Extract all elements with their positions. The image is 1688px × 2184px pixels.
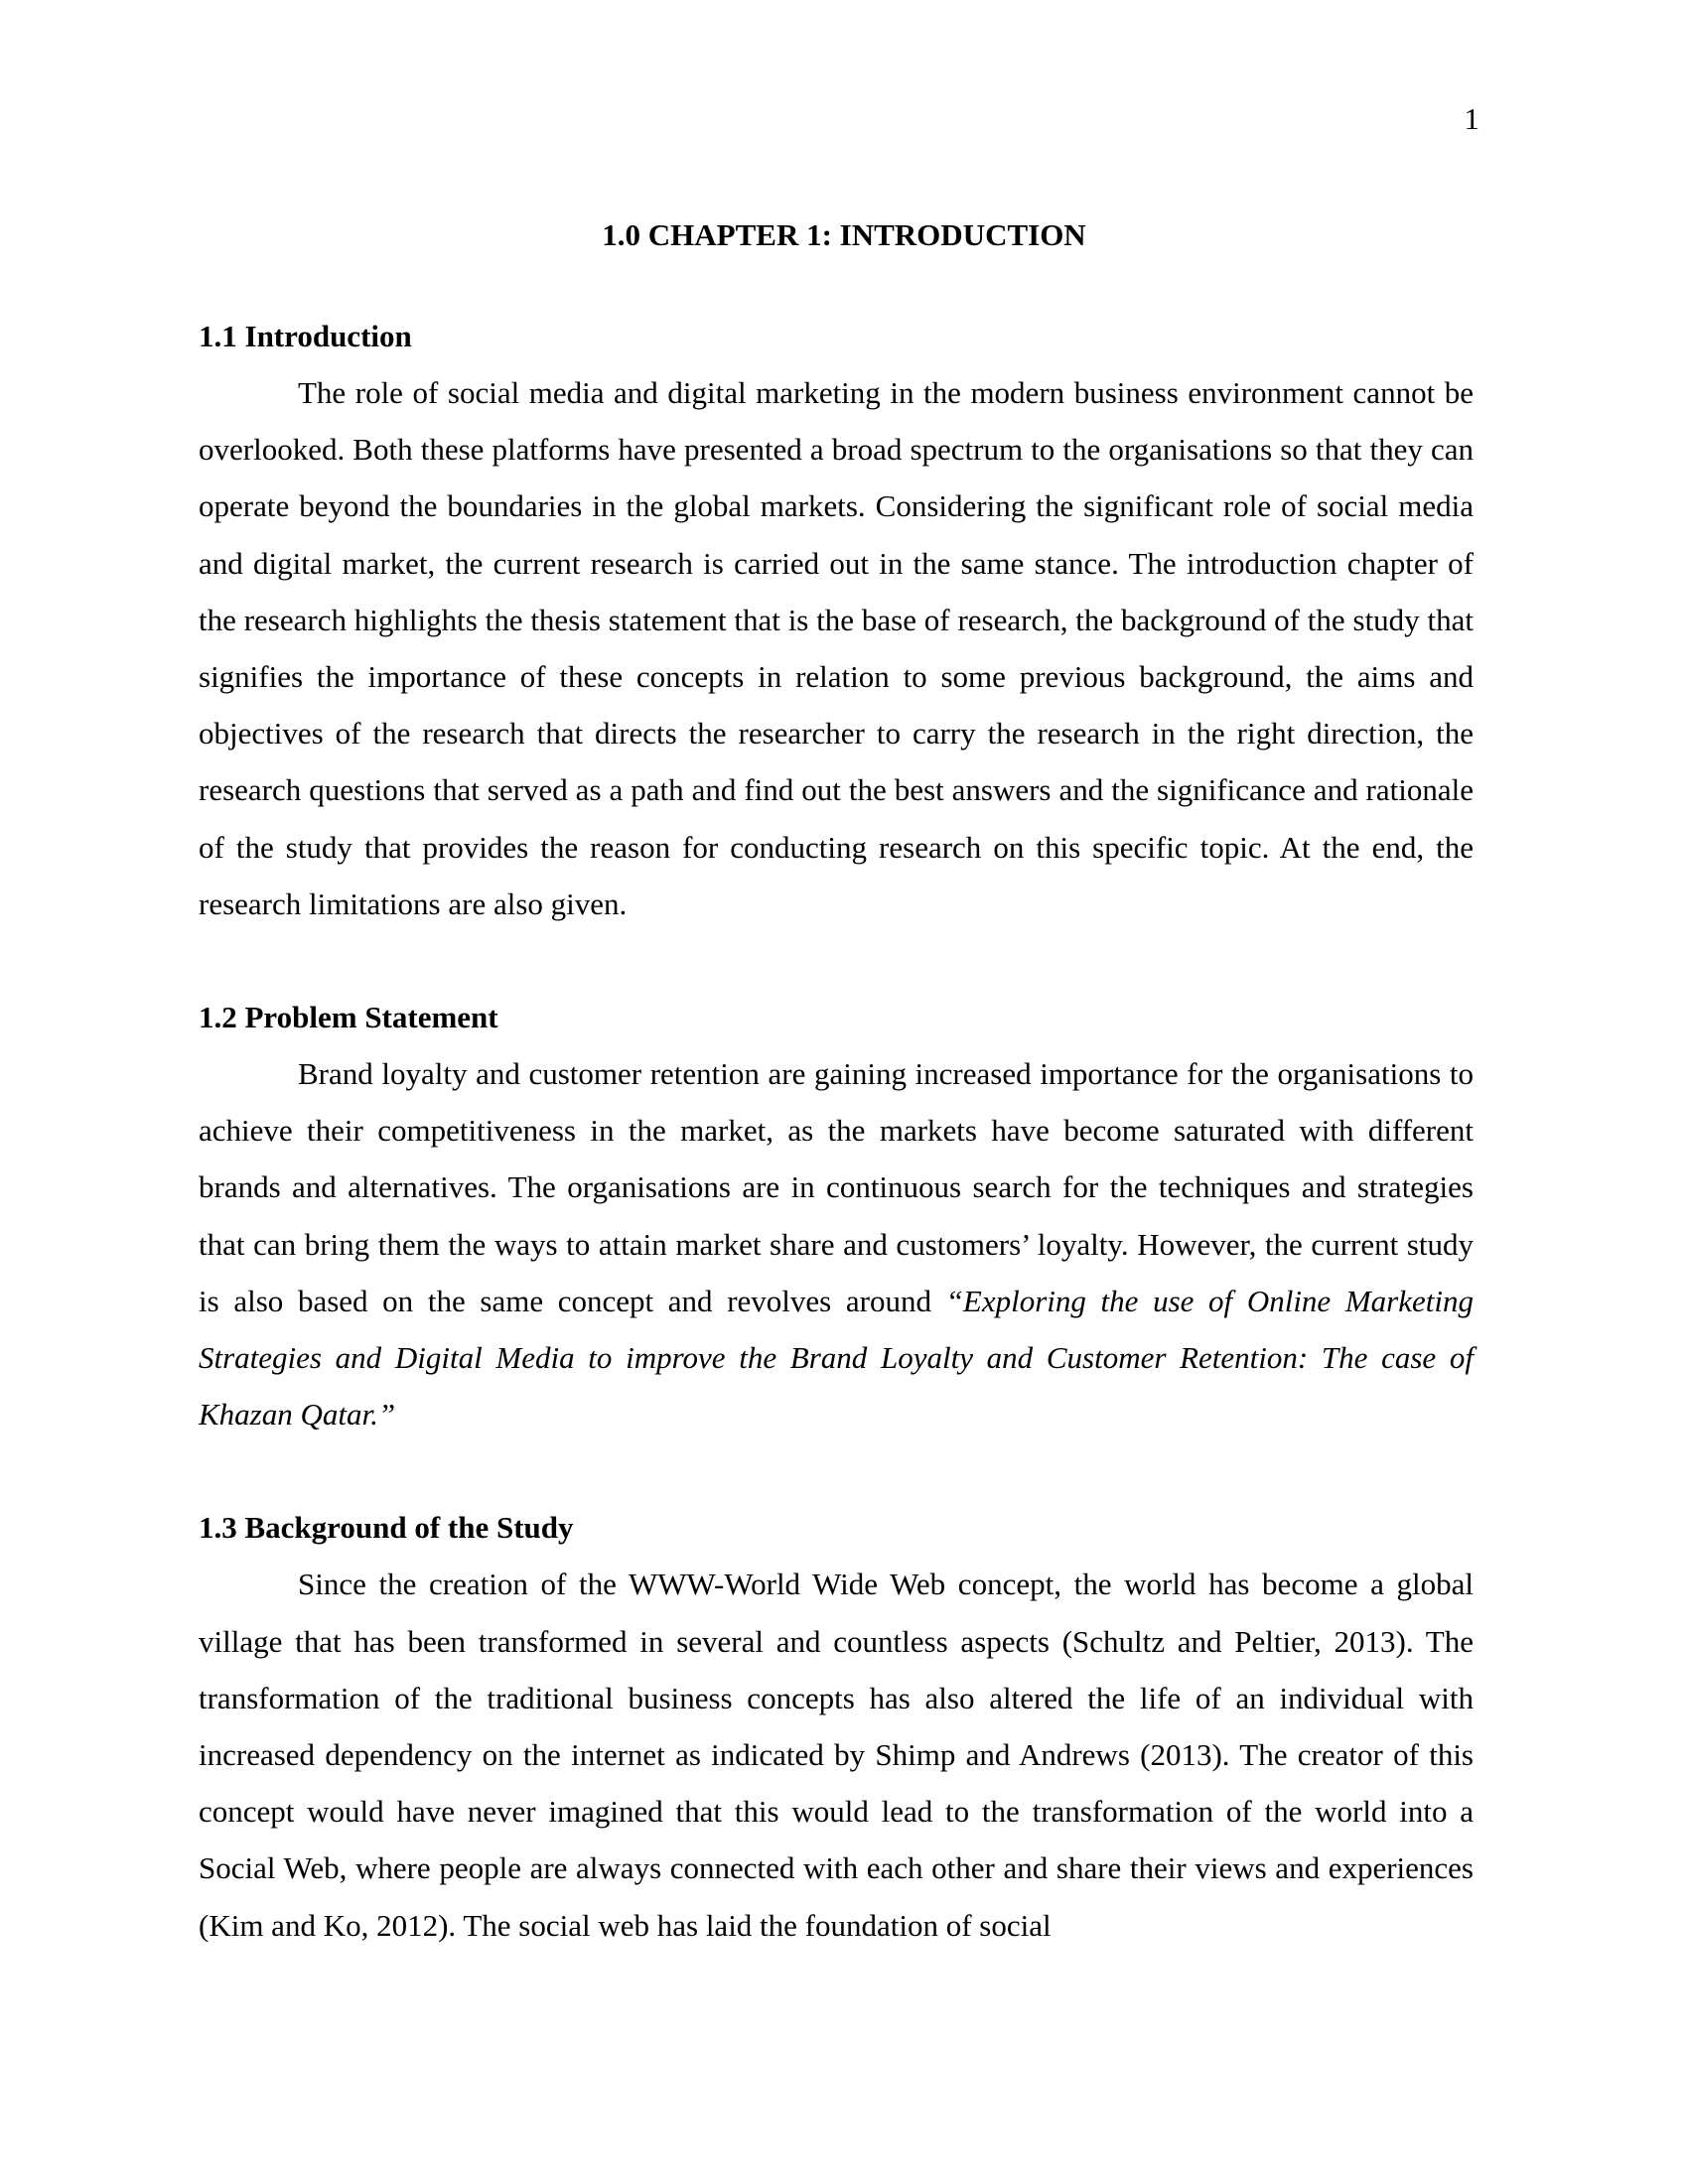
section-paragraph — [199, 1045, 1474, 1442]
section-paragraph: Since the creation of the WWW-World Wide Web concept, the world has become a global village that has been transformed in several and countless aspects (Schultz and Peltier, 2013). The transformation of the traditional business concepts has also altered the life of an individual with increased dependency on the internet as indicated by Shimp and Andrews (2013). The creator of this concept would have never imagined that this would lead to the transformation of the world into a Social Web, where people are always connected with each other and share their views and experiences (Kim and Ko, 2012). The social web has laid the foundation of social — [199, 1567, 1474, 1943]
section-heading: 1.2 Problem Statement — [199, 1000, 498, 1035]
section-paragraph: The role of social media and digital marketing in the modern business environment cannot be overlooked. Both these platforms have presented a broad spectrum to the organisations so that they can operate beyond the boundaries in the global markets. Considering the significant role of social media and digital market, the current research is carried out in the same stance. The introduction chapter of the research highlights the thesis statement that is the base of research, the background of the study that signifies the importance of these concepts in relation to some previous background, the aims and objectives of the research that directs the researcher to carry the research in the right direction, the research questions that served as a path and find out the best answers and the significance and rationale of the study that provides the reason for conducting research on this specific topic. At the end, the research limitations are also given. — [199, 375, 1474, 921]
section-problem-statement — [199, 989, 1474, 1442]
page-number: 1 — [1464, 101, 1479, 136]
document-body — [199, 308, 1474, 1954]
section-heading: 1.1 Introduction — [199, 319, 412, 353]
section-background — [199, 1499, 1474, 1953]
section-heading: 1.3 Background of the Study — [199, 1510, 574, 1546]
section-introduction — [199, 308, 1474, 932]
paragraph-text: Brand loyalty and customer retention are gaining increased importance for the organisations to achieve their competitiveness in the market, as the markets have become saturated with different brands and alternatives. The organisations are in continuous search for the techniques and strategies that can bring them the ways to attain market share and customers’ loyalty. However, the current study is also based on the same concept and revolves around — [199, 1056, 1474, 1318]
chapter-title: 1.0 CHAPTER 1: INTRODUCTION — [602, 216, 1086, 252]
study-title-quote: “Exploring the use of Online Marketing Strategies and Digital Media to improve the Brand Loyalty and Customer Retention: The case of Khazan Qatar.” — [199, 1283, 1474, 1433]
